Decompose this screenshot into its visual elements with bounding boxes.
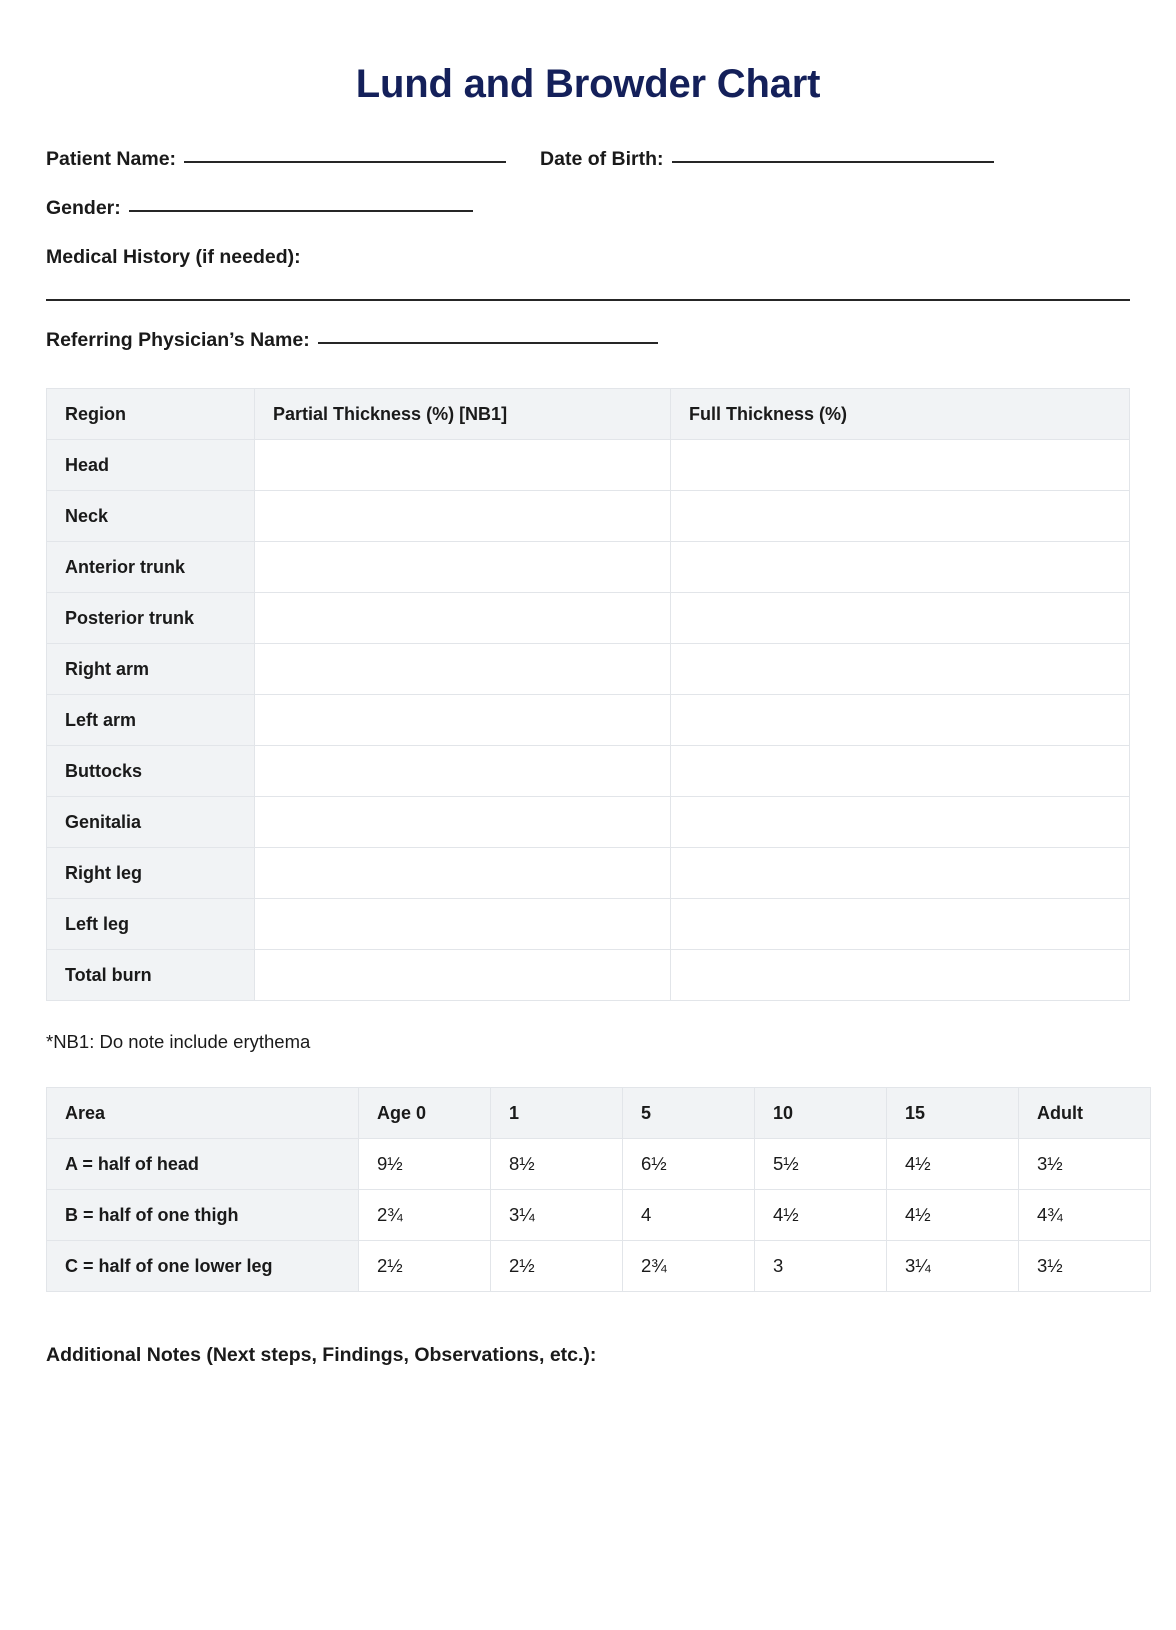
column-header-adult: Adult [1019,1088,1151,1139]
full-thickness-cell-posterior-trunk[interactable] [671,593,1130,644]
region-label-genitalia: Genitalia [47,797,255,848]
full-thickness-cell-head[interactable] [671,440,1130,491]
patient-name-field [46,148,506,171]
burn-regions-table [46,388,1130,1001]
column-header-age-15: 15 [887,1088,1019,1139]
column-header-area: Area [47,1088,359,1139]
value-cell-a-age1: 8½ [491,1139,623,1190]
value-cell-c-age1: 2½ [491,1241,623,1292]
region-label-head: Head [47,440,255,491]
partial-thickness-cell-buttocks[interactable] [255,746,671,797]
region-label-total-burn: Total burn [47,950,255,1001]
region-label-neck: Neck [47,491,255,542]
table-row [47,1139,1151,1190]
table-row [47,950,1130,1001]
table-row [47,797,1130,848]
value-cell-a-age0: 9½ [359,1139,491,1190]
column-header-region: Region [47,389,255,440]
gender-label: Gender: [46,197,121,219]
value-cell-c-adult: 3½ [1019,1241,1151,1292]
referring-physician-input[interactable] [318,342,658,344]
region-label-right-leg: Right leg [47,848,255,899]
page-title: Lund and Browder Chart [355,62,821,106]
full-thickness-cell-neck[interactable] [671,491,1130,542]
table-row [47,542,1130,593]
value-cell-a-age5: 6½ [623,1139,755,1190]
partial-thickness-cell-head[interactable] [255,440,671,491]
medical-history-input[interactable] [46,299,1130,301]
value-cell-b-age0: 2¾ [359,1190,491,1241]
region-label-anterior-trunk: Anterior trunk [47,542,255,593]
table-row [47,746,1130,797]
patient-identity-row [46,148,1130,171]
table-row [47,440,1130,491]
referring-physician-row [46,329,1130,352]
table-row [47,593,1130,644]
date-of-birth-label: Date of Birth: [540,148,664,170]
area-label-a: A = half of head [47,1139,359,1190]
table-row [47,1190,1151,1241]
column-header-age-1: 1 [491,1088,623,1139]
full-thickness-cell-genitalia[interactable] [671,797,1130,848]
footnote-nb1: *NB1: Do note include erythema [46,1031,311,1052]
value-cell-b-age10: 4½ [755,1190,887,1241]
table-header-row [47,389,1130,440]
value-cell-c-age5: 2¾ [623,1241,755,1292]
referring-physician-field [46,329,658,352]
medical-history-label: Medical History (if needed): [46,246,301,268]
gender-row [46,197,1130,220]
value-cell-b-age1: 3¼ [491,1190,623,1241]
full-thickness-cell-left-arm[interactable] [671,695,1130,746]
column-header-age-5: 5 [623,1088,755,1139]
table-row [47,695,1130,746]
region-label-left-leg: Left leg [47,899,255,950]
table-row [47,848,1130,899]
value-cell-a-adult: 3½ [1019,1139,1151,1190]
partial-thickness-cell-left-leg[interactable] [255,899,671,950]
partial-thickness-cell-left-arm[interactable] [255,695,671,746]
region-label-right-arm: Right arm [47,644,255,695]
area-label-b: B = half of one thigh [47,1190,359,1241]
additional-notes-heading: Additional Notes (Next steps, Findings, Observations, etc.): [46,1344,597,1366]
full-thickness-cell-right-arm[interactable] [671,644,1130,695]
gender-field [46,197,473,220]
partial-thickness-cell-right-arm[interactable] [255,644,671,695]
column-header-age-10: 10 [755,1088,887,1139]
value-cell-a-age10: 5½ [755,1139,887,1190]
full-thickness-cell-left-leg[interactable] [671,899,1130,950]
value-cell-c-age0: 2½ [359,1241,491,1292]
full-thickness-cell-right-leg[interactable] [671,848,1130,899]
partial-thickness-cell-genitalia[interactable] [255,797,671,848]
full-thickness-cell-buttocks[interactable] [671,746,1130,797]
value-cell-c-age10: 3 [755,1241,887,1292]
gender-input[interactable] [129,210,473,212]
full-thickness-cell-anterior-trunk[interactable] [671,542,1130,593]
referring-physician-label: Referring Physician’s Name: [46,329,310,351]
full-thickness-cell-total-burn[interactable] [671,950,1130,1001]
table-row [47,644,1130,695]
value-cell-a-age15: 4½ [887,1139,1019,1190]
region-label-buttocks: Buttocks [47,746,255,797]
value-cell-c-age15: 3¼ [887,1241,1019,1292]
value-cell-b-adult: 4¾ [1019,1190,1151,1241]
table-row [47,899,1130,950]
patient-name-label: Patient Name: [46,148,177,170]
area-label-c: C = half of one lower leg [47,1241,359,1292]
partial-thickness-cell-anterior-trunk[interactable] [255,542,671,593]
patient-name-input[interactable] [184,161,506,163]
age-table-header-row [47,1088,1151,1139]
partial-thickness-cell-total-burn[interactable] [255,950,671,1001]
partial-thickness-cell-neck[interactable] [255,491,671,542]
date-of-birth-field [540,148,994,171]
partial-thickness-cell-right-leg[interactable] [255,848,671,899]
region-label-posterior-trunk: Posterior trunk [47,593,255,644]
value-cell-b-age5: 4 [623,1190,755,1241]
date-of-birth-input[interactable] [672,161,994,163]
age-percentage-table [46,1087,1151,1292]
region-label-left-arm: Left arm [47,695,255,746]
column-header-full: Full Thickness (%) [671,389,1130,440]
column-header-partial: Partial Thickness (%) [NB1] [255,389,671,440]
partial-thickness-cell-posterior-trunk[interactable] [255,593,671,644]
column-header-age-0: Age 0 [359,1088,491,1139]
table-row [47,1241,1151,1292]
table-row [47,491,1130,542]
value-cell-b-age15: 4½ [887,1190,1019,1241]
